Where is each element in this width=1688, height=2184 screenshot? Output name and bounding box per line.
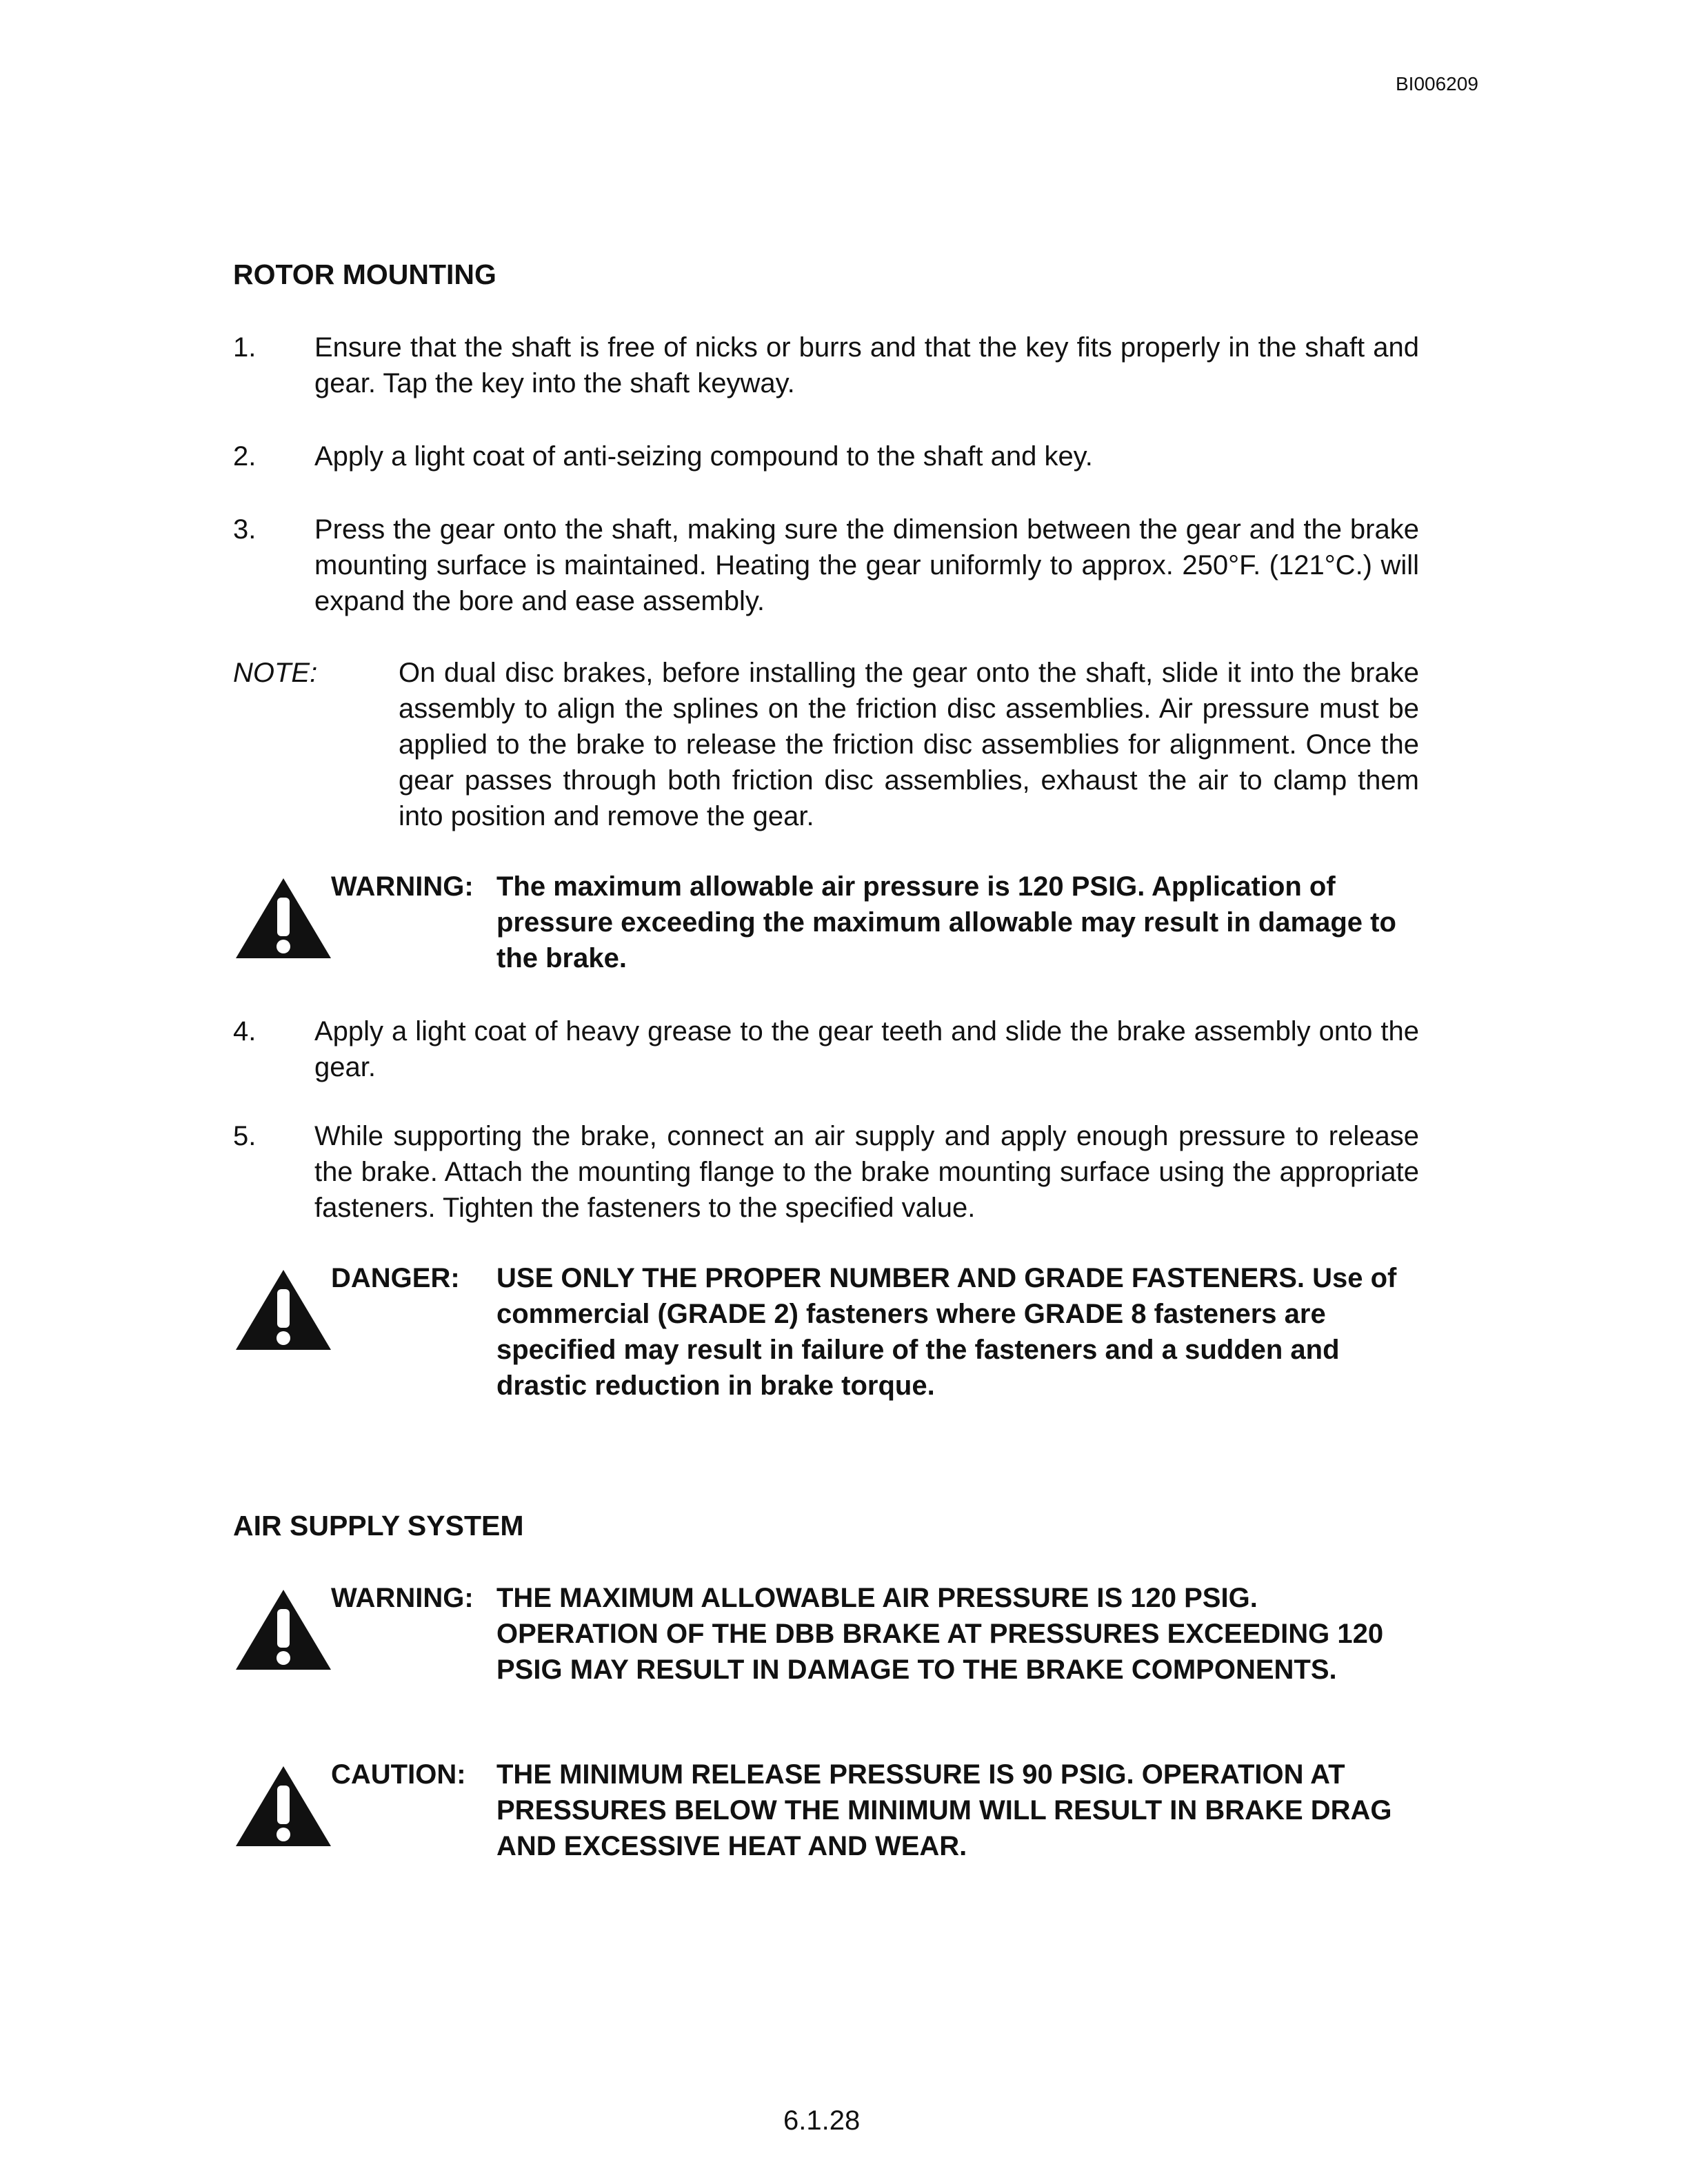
page-number: 6.1.28 (783, 2105, 861, 2136)
step-number: 5. (233, 1121, 257, 1151)
caution-release-pressure (233, 1757, 1419, 1864)
note-text: On dual disc brakes, before installing the gear onto the shaft, slide it into the brake assembly to align the splines on the friction disc assemblies. Air pressure must be applied to the brake to release the friction disc assemblies for alignment. Once the gear passes through both friction disc assemblies, exhaust the air to clamp them into position and remove the gear. (399, 658, 1419, 831)
warning-text: The maximum allowable air pressure is 120 PSIG. Application of pressure exceeding the maximum allowable may result in damage to the brake. (496, 871, 1396, 973)
warning-triangle-icon (233, 876, 334, 961)
step-number: 2. (233, 441, 257, 472)
caution-label: CAUTION: (331, 1759, 466, 1790)
warning-text: THE MAXIMUM ALLOWABLE AIR PRESSURE IS 120 PSIG. OPERATION OF THE DBB BRAKE AT PRESSURES EXCEEDING 120 PSIG MAY RESULT IN DAMAGE TO THE BRAKE COMPONENTS. (496, 1583, 1384, 1685)
note-label: NOTE: (233, 658, 318, 688)
section-title-air-supply: AIR SUPPLY SYSTEM (233, 1510, 524, 1541)
step-4 (233, 1013, 1419, 1085)
warning-max-pressure (233, 869, 1419, 976)
warning-triangle-icon (233, 1587, 334, 1672)
step-number: 1. (233, 332, 257, 363)
section-title-rotor-mounting: ROTOR MOUNTING (233, 259, 496, 290)
step-3 (233, 512, 1419, 619)
note-dual-disc (233, 655, 1419, 834)
step-text: Press the gear onto the shaft, making sure the dimension between the gear and the brake mounting surface is maintained. Heating the gear uniformly to approx. 250°F. (121°C.) will expand the bore and ease assembly. (314, 514, 1419, 616)
danger-text: USE ONLY THE PROPER NUMBER AND GRADE FASTENERS. Use of commercial (GRADE 2) fasteners where GRADE 8 fasteners are specified may result in failure of the fasteners and a sudden and drastic reduction in brake torque. (496, 1263, 1397, 1401)
document-id: BI006209 (1396, 73, 1478, 94)
danger-label: DANGER: (331, 1263, 460, 1293)
danger-fasteners (233, 1260, 1419, 1404)
step-number: 3. (233, 514, 257, 545)
step-text: Apply a light coat of anti-seizing compound to the shaft and key. (314, 441, 1093, 472)
step-number: 4. (233, 1016, 257, 1046)
warning-label: WARNING: (331, 871, 474, 902)
warning-triangle-icon (233, 1267, 334, 1353)
step-text: Ensure that the shaft is free of nicks or burrs and that the key fits properly in the shaft and gear. Tap the key into the shaft keyway. (314, 332, 1419, 398)
caution-text: THE MINIMUM RELEASE PRESSURE IS 90 PSIG. OPERATION AT PRESSURES BELOW THE MINIMUM WILL RESULT IN BRAKE DRAG AND EXCESSIVE HEAT AND WEAR. (496, 1759, 1392, 1861)
step-5 (233, 1118, 1419, 1226)
warning-triangle-icon (233, 1763, 334, 1849)
warning-label: WARNING: (331, 1583, 474, 1613)
step-text: Apply a light coat of heavy grease to the gear teeth and slide the brake assembly onto the gear. (314, 1016, 1419, 1082)
step-text: While supporting the brake, connect an air supply and apply enough pressure to release the brake. Attach the mounting flange to the brake mounting surface using the appropriate fasteners. Tighten the fasteners to the specified value. (314, 1121, 1419, 1223)
step-1 (233, 330, 1419, 401)
step-2 (233, 438, 1419, 474)
warning-air-pressure (233, 1580, 1419, 1688)
